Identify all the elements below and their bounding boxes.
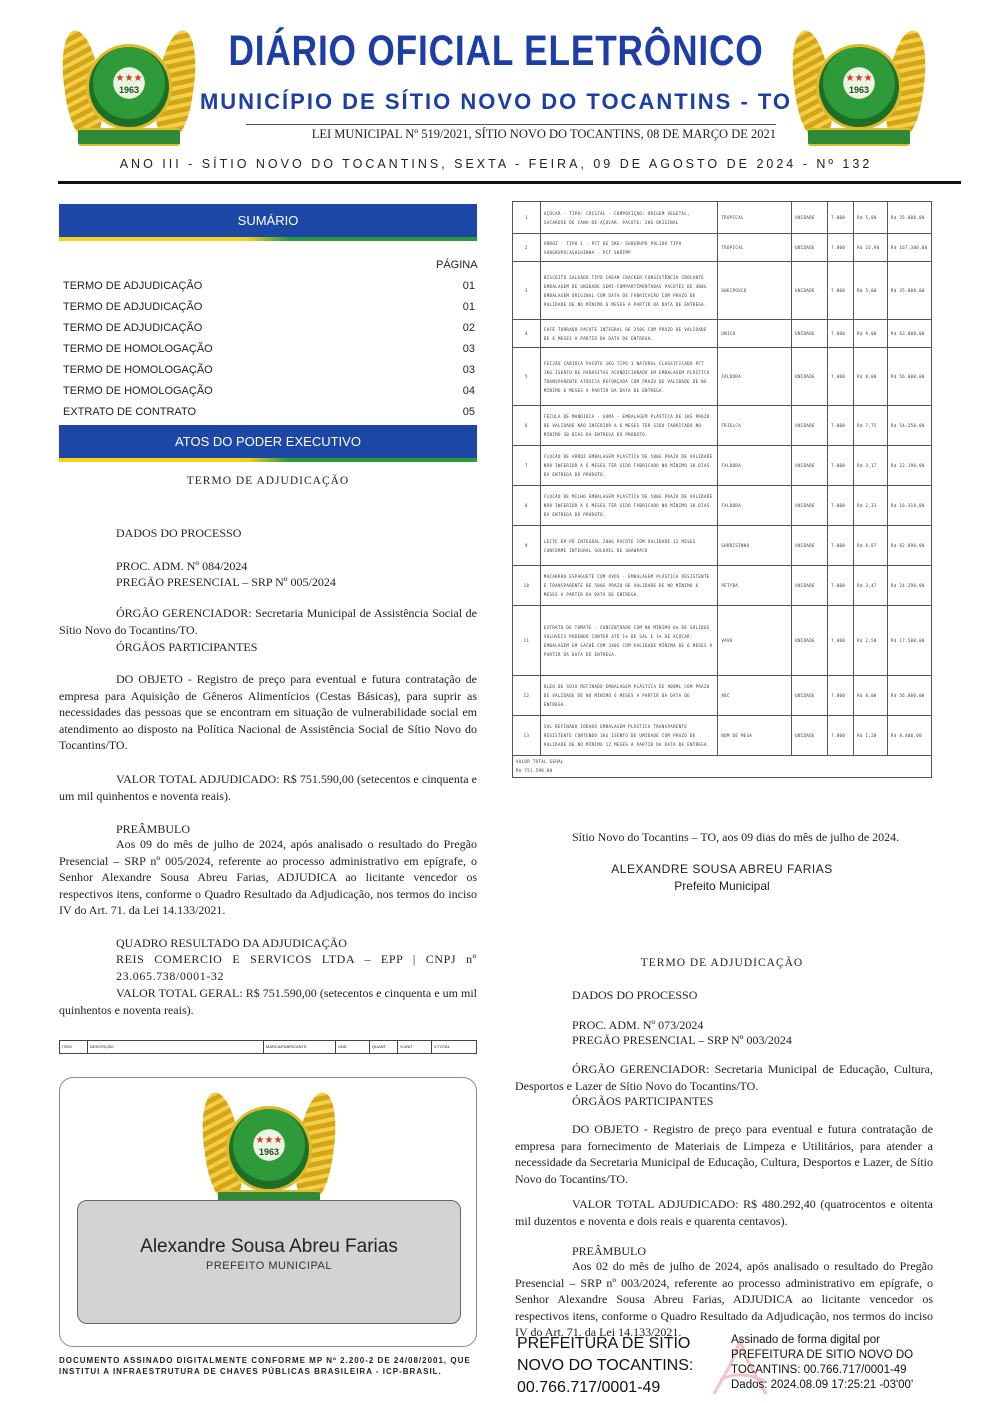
- preambulo-heading-2: PREÂMBULO: [572, 1244, 647, 1258]
- cell-desc: LEITE EM PÓ INTEGRAL 200G PACOTE COM VALIDADE 12 MESES CONFORME INTEGRAL SOLÚVEL DE SHAWPACK: [540, 526, 717, 566]
- cell-n: 4: [513, 320, 541, 348]
- cell-vt: R$ 56.000,00: [888, 348, 932, 406]
- valor-total-geral: VALOR TOTAL GERAL: R$ 751.590,00 (setecentos e cinquenta e um mil quinhentos e noventa reais).: [59, 986, 477, 1017]
- cell-q: 7.000: [828, 486, 854, 526]
- org-line-1: PREFEITURA DE SITIO: [517, 1335, 691, 1352]
- cell-n: 5: [513, 348, 541, 406]
- orgao-gerenciador-2: ÓRGÃO GERENCIADOR: Secretaria Municipal de Educação, Cultura, Desportos e Lazer de Sítio Novo do Tocantins/TO.: [515, 1062, 933, 1093]
- cell-n: 9: [513, 526, 541, 566]
- cell-vu: R$ 23,90: [854, 234, 888, 262]
- items-table-row: [513, 262, 932, 320]
- items-header-table: [59, 1040, 477, 1054]
- cell-vt: R$ 62.090,00: [888, 526, 932, 566]
- items-table-row: [513, 406, 932, 446]
- cell-marca: FALDORA: [718, 446, 792, 486]
- total-value: R$ 751.590,00: [516, 768, 553, 773]
- objeto-paragraph: DO OBJETO - Registro de preço para eventual e futura contratação de empresa para Aquisição de Gêneros Alimentícios (Cestas Básicas), para suprir as necessidades das pessoas que se encontram em situação de vulnerabilidade social em atendimento ao disposto na Política Nacional de Assistência Social de Sítio Novo do Tocantins/TO.: [59, 672, 477, 752]
- cell-vu: R$ 2,50: [854, 606, 888, 676]
- cell-vu: R$ 1,20: [854, 716, 888, 756]
- items-table-row: [513, 676, 932, 716]
- toc-item-label: EXTRATO DE CONTRATO: [63, 406, 197, 418]
- cell-und: UNIDADE: [792, 676, 828, 716]
- items-table-row: [513, 320, 932, 348]
- cell-n: 7: [513, 446, 541, 486]
- cell-vu: R$ 3,17: [854, 446, 888, 486]
- cell-n: 6: [513, 406, 541, 446]
- cell-q: 7.000: [828, 566, 854, 606]
- cell-q: 7.000: [828, 234, 854, 262]
- signed-line-1: Assinado de forma digital por: [731, 1334, 880, 1346]
- cell-desc: FLOCÃO DE ARROZ EMBALAGEM PLÁSTICA DE 500G PRAZO DE VALIDADE NÃO INFERIOR A 6 MESES TER SIDO FABRICADO NO MÍNIMO 30 DIAS DA ENTREGA DO PRODUTO.: [540, 446, 717, 486]
- term-title: TERMO DE ADJUDICAÇÃO: [186, 475, 350, 487]
- winning-company: REIS COMERCIO E SERVICOS LTDA – EPP | CNPJ nº 23.065.738/0001-32: [116, 952, 477, 983]
- toc-item-page: 03: [462, 343, 475, 355]
- cell-n: 10: [513, 566, 541, 606]
- col-brand: MARCA/FABRICANTE: [264, 1041, 336, 1053]
- cell-n: 8: [513, 486, 541, 526]
- toc-item[interactable]: [63, 322, 477, 334]
- pregao-number: PREGÃO PRESENCIAL – SRP Nº 005/2024: [116, 575, 336, 589]
- cell-und: UNIDADE: [792, 566, 828, 606]
- cell-desc: AÇÚCAR - TIPO: CRISTAL - COMPOSIÇÃO: ORIGEM VEGETAL, SACAROSE DE CANA-DE-AÇÚCAR. PACOTE: 2KG ORIGINAL: [540, 202, 717, 234]
- signed-line-3: TOCANTINS: 00.766.717/0001-49: [731, 1364, 907, 1376]
- objeto-paragraph-2: DO OBJETO - Registro de preço para eventual e futura contratação de empresa para fornecimento de Materiais de Limpeza e Utilitários, para atender a necessidade da Secretaria Municipal de Educação, Cultura, Desportos e Lazer, de Sítio Novo do Tocantins/TO.: [515, 1122, 933, 1186]
- cell-marca: SORRISINHO: [718, 526, 792, 566]
- cell-und: UNIDADE: [792, 716, 828, 756]
- cell-q: 7.000: [828, 406, 854, 446]
- toc-page-label: PÁGINA: [436, 259, 478, 271]
- term-title-2: TERMO DE ADJUDICAÇÃO: [640, 957, 804, 969]
- gazette-subtitle: MUNICÍPIO DE SÍTIO NOVO DO TOCANTINS - TO: [199, 89, 793, 114]
- toc-item[interactable]: [63, 343, 477, 355]
- cell-q: 7.000: [828, 202, 854, 234]
- toc-item-page: 05: [462, 406, 475, 418]
- law-reference: LEI MUNICIPAL Nº 519/2021, SÍTIO NOVO DO TOCANTINS, 08 DE MARÇO DE 2021: [246, 124, 776, 142]
- proc-adm: PROC. ADM. Nº 084/2024: [116, 559, 248, 573]
- toc-item[interactable]: [63, 280, 477, 292]
- cell-vt: R$ 8.400,00: [888, 716, 932, 756]
- cell-desc: MACARRÃO ESPAGUETE COM OVOS - EMBALAGEM PLÁSTICA RESISTENTE E TRANSPARENTE DE 500G PRAZO DE VALIDADE DE NO MÍNIMO 6 MESES A PARTIR DA DATA DE ENTREGA.: [540, 566, 717, 606]
- items-table: [512, 201, 932, 778]
- cell-marca: FALDORA: [718, 486, 792, 526]
- mayor-role: Prefeito Municipal: [674, 879, 770, 893]
- total-cell: [513, 756, 932, 778]
- header-divider: [58, 181, 961, 184]
- cell-q: 7.000: [828, 446, 854, 486]
- cell-marca: SHEIPOSCO: [718, 262, 792, 320]
- toc-item-label: TERMO DE ADJUDICAÇÃO: [63, 280, 203, 292]
- items-table-row: [513, 348, 932, 406]
- crest-year: 1963: [118, 85, 140, 95]
- toc-item-page: 01: [462, 301, 475, 313]
- cell-n: 2: [513, 234, 541, 262]
- cell-desc: EXTRATO DE TOMATE - CONCENTRADO COM NO MÍNIMO 6% DE SÓLIDOS SOLÚVEIS PODENDO CONTER ATÉ 1% DE SAL E 1% DE AÇÚCAR. EMBALAGEM EM SACHÊ COM 340G COM VALIDADE MÍNIMA DE 6 MESES A PARTIR DA DATA DE ENTREGA.: [540, 606, 717, 676]
- executive-acts-band: [59, 425, 477, 462]
- cell-vt: R$ 167.300,00: [888, 234, 932, 262]
- cell-desc: ÓLEO DE SOJA REFINADO EMBALAGEM PLÁSTICA DE 900ML COM PRAZO DE VALIDADE DE NO MÍNIMO 6 MESES A PARTIR DA DATA DE ENTREGA.: [540, 676, 717, 716]
- cell-marca: FALDORA: [718, 348, 792, 406]
- org-line-2: NOVO DO TOCANTINS:: [517, 1357, 694, 1374]
- crest-stars: ★★★: [845, 73, 873, 84]
- proc-adm-2: PROC. ADM. Nº 073/2024: [572, 1018, 704, 1032]
- cell-und: UNIDADE: [792, 234, 828, 262]
- summary-title: SUMÁRIO: [237, 213, 299, 228]
- cell-desc: ARROZ - TIPO 1 - PCT DE 5KG: SUBGRUPO POLIDO TIPO SUBGRUPO/AGULHINHA - PCT SHRIMP: [540, 234, 717, 262]
- toc-item-page: 04: [462, 385, 475, 397]
- col-total-price: V.TOTAL: [434, 1044, 450, 1049]
- cell-vu: R$ 5,00: [854, 202, 888, 234]
- col-unit-price: V.UNIT: [398, 1041, 432, 1053]
- cell-und: UNIDADE: [792, 262, 828, 320]
- toc-item[interactable]: [63, 406, 477, 418]
- col-unit: UND: [336, 1041, 370, 1053]
- toc-item-label: TERMO DE HOMOLOGAÇÃO: [63, 343, 213, 355]
- cell-marca: TROPICAL: [718, 234, 792, 262]
- cell-marca: BOM DE MESA: [718, 716, 792, 756]
- cell-q: 7.000: [828, 320, 854, 348]
- cell-q: 7.000: [828, 716, 854, 756]
- org-line-3: 00.766.717/0001-49: [517, 1379, 661, 1396]
- cell-q: 7.000: [828, 262, 854, 320]
- cell-und: UNIDADE: [792, 606, 828, 676]
- cell-und: UNIDADE: [792, 348, 828, 406]
- cell-vu: R$ 3,47: [854, 566, 888, 606]
- cell-desc: FEIJÃO CARIOCA PACOTE 1KG TIPO 1 NATURAL CLASSIFICADO PCT 1KG ISENTO DE PARASITAS ACONDICIONADO EM EMBALAGEM PLÁSTICA TRANSPARENTE ATÓXICA REFORÇADA COM PRAZO DE VALIDADE DE NO MÍNIMO 6 MESES A PARTIR DA DATA DE ENTREGA.: [540, 348, 717, 406]
- summary-band: [59, 204, 477, 241]
- signature-details: [731, 1333, 951, 1393]
- mayor-name: ALEXANDRE SOUSA ABREU FARIAS: [611, 862, 833, 876]
- digital-signature-note: DOCUMENTO ASSINADO DIGITALMENTE CONFORME MP Nº 2.200-2 DE 24/08/2001, QUE INSTITUI A INFRAESTRUTURA DE CHAVES PÚBLICAS BRASILEIRA - ICP-BRASIL.: [59, 1356, 471, 1376]
- crest-stars: ★★★: [255, 1135, 283, 1146]
- executive-acts-title: ATOS DO PODER EXECUTIVO: [175, 434, 361, 449]
- cell-n: 12: [513, 676, 541, 716]
- cell-marca: TROPICAL: [718, 202, 792, 234]
- cell-marca: VAVÁ: [718, 606, 792, 676]
- items-table-row: [513, 234, 932, 262]
- cell-n: 13: [513, 716, 541, 756]
- cell-vu: R$ 8,00: [854, 348, 888, 406]
- col-description: DESCRIÇÃO: [88, 1041, 264, 1053]
- items-table-row: [513, 486, 932, 526]
- cell-marca: PETYBA: [718, 566, 792, 606]
- process-heading-2: DADOS DO PROCESSO: [572, 988, 698, 1002]
- cell-q: 7.000: [828, 348, 854, 406]
- cell-marca: FRIELCA: [718, 406, 792, 446]
- edition-line: ANO III - SÍTIO NOVO DO TOCANTINS, SEXTA - FEIRA, 09 DE AGOSTO DE 2024 - Nº 132: [119, 157, 873, 171]
- signed-line-2: PREFEITURA DE SITIO NOVO DO: [731, 1349, 914, 1361]
- cell-vu: R$ 5,00: [854, 262, 888, 320]
- cell-n: 3: [513, 262, 541, 320]
- cell-desc: FLOCÃO DE MILHO EMBALAGEM PLÁSTICA DE 500G PRAZO DE VALIDADE NÃO INFERIOR A 6 MESES TER SIDO FABRICADO NO MÍNIMO 30 DIAS DA ENTREGA DO PRODUTO.: [540, 486, 717, 526]
- orgao-gerenciador: ÓRGÃO GERENCIADOR: Secretaria Municipal de Assistência Social de Sítio Novo do Tocantins/TO.: [59, 606, 477, 637]
- items-table-footer: [513, 756, 932, 778]
- cell-vt: R$ 35.000,00: [888, 202, 932, 234]
- cell-und: UNIDADE: [792, 202, 828, 234]
- cell-vt: R$ 63.000,00: [888, 320, 932, 348]
- crest-stars: ★★★: [115, 73, 143, 84]
- items-table-row: [513, 526, 932, 566]
- items-table-row: [513, 716, 932, 756]
- items-table-row: [513, 566, 932, 606]
- toc-item[interactable]: [63, 364, 477, 376]
- cell-q: 7.000: [828, 606, 854, 676]
- items-table-row: [513, 606, 932, 676]
- signer-name: Alexandre Sousa Abreu Farias: [140, 1236, 398, 1257]
- cell-vu: R$ 9,00: [854, 320, 888, 348]
- signed-line-4: Dados: 2024.08.09 17:25:21 -03'00': [731, 1379, 914, 1391]
- cell-vt: R$ 56.000,00: [888, 676, 932, 716]
- signing-organization: [517, 1333, 717, 1399]
- pregao-number-2: PREGÃO PRESENCIAL – SRP Nº 003/2024: [572, 1033, 792, 1047]
- cell-vt: R$ 35.000,00: [888, 262, 932, 320]
- date-line: Sítio Novo do Tocantins – TO, aos 09 dias do mês de julho de 2024.: [572, 830, 900, 844]
- toc-item[interactable]: [63, 301, 477, 313]
- cell-und: UNIDADE: [792, 320, 828, 348]
- toc-item-page: 02: [462, 322, 475, 334]
- cell-vt: R$ 17.500,00: [888, 606, 932, 676]
- toc-item[interactable]: [63, 385, 477, 397]
- gazette-title: DIÁRIO OFICIAL ELETRÔNICO: [228, 27, 764, 75]
- cell-q: 7.000: [828, 526, 854, 566]
- cell-desc: CAFÉ TORRADO PACOTE INTEGRAL DE 250G COM PRAZO DE VALIDADE DE 6 MESES A PARTIR DA DATA DE ENTREGA.: [540, 320, 717, 348]
- cell-und: UNIDADE: [792, 446, 828, 486]
- cell-vu: R$ 7,75: [854, 406, 888, 446]
- cell-vt: R$ 22.190,00: [888, 446, 932, 486]
- cell-vu: R$ 2,33: [854, 486, 888, 526]
- toc-item-page: 01: [462, 280, 475, 292]
- cell-n: 11: [513, 606, 541, 676]
- toc-item-page: 03: [462, 364, 475, 376]
- cell-marca: ABC: [718, 676, 792, 716]
- cell-vt: R$ 54.250,00: [888, 406, 932, 446]
- total-label: VALOR TOTAL GERAL: [516, 759, 564, 764]
- orgaos-participantes-2: ÓRGÃOS PARTICIPANTES: [572, 1094, 714, 1108]
- valor-adjudicado-2: VALOR TOTAL ADJUDICADO: R$ 480.292,40 (quatrocentos e oitenta mil duzentos e noventa e dois reais e quarenta centavos).: [515, 1197, 933, 1228]
- cell-desc: FÉCULA DE MANDIOCA - GOMA - EMBALAGEM PLÁSTICA DE 1KG PRAZO DE VALIDADE NÃO INFERIOR A 6 MESES TER SIDO FABRICADO NO MÍNIMO 30 DIAS DA ENTREGA DO PRODUTO.: [540, 406, 717, 446]
- toc-item-label: TERMO DE HOMOLOGAÇÃO: [63, 385, 213, 397]
- toc-item-label: TERMO DE ADJUDICAÇÃO: [63, 301, 203, 313]
- cell-und: UNIDADE: [792, 486, 828, 526]
- items-table-row: [513, 446, 932, 486]
- cell-n: 1: [513, 202, 541, 234]
- cell-vu: R$ 8,87: [854, 526, 888, 566]
- cell-und: UNIDADE: [792, 406, 828, 446]
- orgaos-participantes: ÓRGÃOS PARTICIPANTES: [116, 640, 258, 654]
- cell-desc: SAL REFINADO IODADO EMBALAGEM PLÁSTICA TRANSPARENTE RESISTENTE CONTENDO 1KG ISENTO DE UMIDADE COM PRAZO DE VALIDADE DE NO MÍNIMO 12 MESES A PARTIR DA DATA DE ENTREGA.: [540, 716, 717, 756]
- preambulo-heading: PREÂMBULO: [116, 822, 191, 836]
- items-table-row: [513, 202, 932, 234]
- process-heading: DADOS DO PROCESSO: [116, 526, 242, 540]
- cell-vt: R$ 24.290,00: [888, 566, 932, 606]
- cell-vt: R$ 16.310,00: [888, 486, 932, 526]
- cell-q: 7.000: [828, 676, 854, 716]
- col-quantity: QUANT.: [370, 1041, 398, 1053]
- cell-vu: R$ 8,00: [854, 676, 888, 716]
- toc-item-label: TERMO DE ADJUDICAÇÃO: [63, 322, 203, 334]
- preambulo-paragraph-2: Aos 02 do mês de julho de 2024, após analisado o resultado do Pregão Presencial – SRP nº 003/2024, referente ao processo administrativo em epígrafe, o Senhor Alexandre Sousa Abreu Farias, ADJUDICA ao licitante vencedor os respectivos itens, conforme o Quadro Resultado da Adjudicação, nos termos do inciso IV do Art. 71. da Lei 14.133/2021.: [515, 1259, 933, 1339]
- signature-crest: [200, 1092, 338, 1210]
- signer-role: PREFEITO MUNICIPAL: [206, 1260, 332, 1272]
- preambulo-paragraph: Aos 09 do mês de julho de 2024, após analisado o resultado do Pregão Presencial – SRP nº 005/2024, referente ao processo administrativo em epígrafe, o Senhor Alexandre Sousa Abreu Farias, ADJUDICA ao licitante vencedor os respectivos itens, conforme o Quadro Resultado da Adjudicação, nos termos do inciso IV do Art. 71. da Lei 14.133/2021.: [59, 837, 477, 917]
- col-item: ITEM: [60, 1041, 88, 1053]
- quadro-heading: QUADRO RESULTADO DA ADJUDICAÇÃO: [116, 936, 347, 950]
- cell-marca: UNICO: [718, 320, 792, 348]
- crest-year: 1963: [258, 1147, 280, 1157]
- crest-year: 1963: [848, 85, 870, 95]
- cell-und: UNIDADE: [792, 526, 828, 566]
- cell-desc: BISCOITO SALGADO TIPO CREAM CRACKER CONSISTÊNCIA CROCANTE EMBALAGEM DE UNIDADE SEMI-COMPARTIMENTADAS PACOTES DE 400G EMBALAGEM ORIGINAL COM DATA DE FABRICAÇÃO COM PRAZO DE VALIDADE DE NO MÍNIMO 6 MESES A PARTIR DA DATA DE ENTREGA.: [540, 262, 717, 320]
- valor-adjudicado: VALOR TOTAL ADJUDICADO: R$ 751.590,00 (setecentos e cinquenta e um mil quinhentos e noventa reais).: [59, 772, 477, 803]
- toc-item-label: TERMO DE HOMOLOGAÇÃO: [63, 364, 213, 376]
